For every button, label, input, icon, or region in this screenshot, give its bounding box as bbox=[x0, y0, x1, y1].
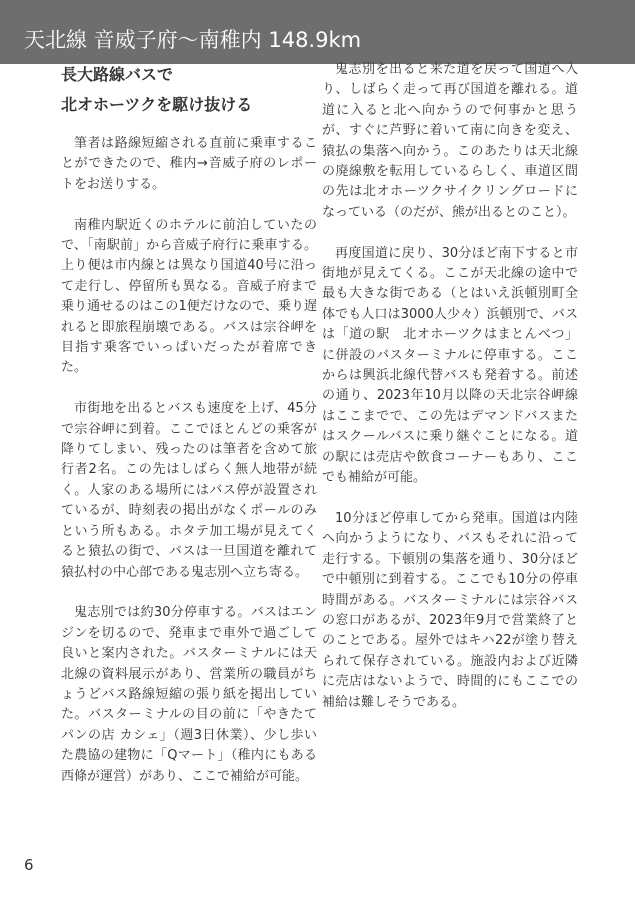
article-heading-line: 長大路線バスで bbox=[61, 65, 174, 84]
body-paragraph: 10分ほど停車してから発車。国道は内陸へ向かうようになり、バスもそれに沿って走行する。下頓別の集落を通り、30分ほどで中頓別に到着する。ここでも10分の停車時間がある。バスターミナルには宗谷バスの窓口があるが、2023年9月で営業終了とのことである。屋外ではキハ22が塗り替えられて保存されている。施設内および近隣に売店はないようで、時間的にもここでの補給は難しそうである。 bbox=[322, 510, 578, 710]
body-paragraph: 市街地を出るとバスも速度を上げ、45分で宗谷岬に到着。ここでほとんどの乗客が降りてしまい、残ったのは筆者を含めて旅行者2名。この先はしばらく無人地帯が続く。人家のある場所にはバス停が設置されているが、時刻表の掲出がなくポールのみという所もある。ホタテ加工場が見えてくると猿払の街で、バスは一旦国道を離れて猿払村の中心部である鬼志別へ立ち寄る。 bbox=[61, 401, 317, 580]
body-paragraph: 鬼志別を出ると来た道を戻って国道へ入り、しばらく走って再び国道を離れる。道道に入ると北へ向かうので何事かと思うが、すぐに芦野に着いて南に向きを変え、猿払の集落へ向かう。このあたりは天北線の廃線敷を転用しているらしく、車道区間の先は北オホーツクサイクリングロードになっている（のだが、熊が出るとのこと）。 bbox=[322, 62, 578, 220]
article-heading bbox=[61, 60, 317, 120]
page-header-bar bbox=[0, 0, 635, 64]
article-heading-line: 北オホーツクを駆け抜ける bbox=[61, 95, 253, 114]
left-column bbox=[61, 60, 317, 787]
body-paragraph: 再度国道に戻り、30分ほど南下すると市街地が見えてくる。ここが天北線の途中で最も大きな街である（とはいえ浜頓別町全体でも人口は3000人少々）浜頓別で、バスは「道の駅 北オホーツクはまとんべつ」に併設のバスターミナルに停車する。ここからは興浜北線代替バスも発着する。前述の通り、2023年10月以降の天北宗谷岬線はここまでで、この先はデマンドバスまたはスクールバスに乗り継ぐことになる。道の駅には売店や飲食コーナーもあり、ここでも補給が可能。 bbox=[322, 245, 578, 486]
right-column bbox=[322, 60, 578, 713]
body-paragraph: 南稚内駅近くのホテルに前泊していたので、「南駅前」から音威子府行に乗車する。上り便は市内線とは異なり国道40号に沿って走行し、停留所も異なる。音威子府まで乗り通せるのはこの1便だけなので、乗り遅れると即旅程崩壊である。バスは宗谷岬を目指す乗客でいっぱいだったが着席できた。 bbox=[61, 217, 317, 376]
route-title: 天北線 音威子府〜南稚内 148.9km bbox=[24, 28, 362, 52]
body-paragraph: 筆者は路線短縮される直前に乗車することができたので、稚内→音威子府のレポートをお送りする。 bbox=[61, 136, 317, 192]
body-paragraph: 鬼志別では約30分停車する。バスはエンジンを切るので、発車まで車外で過ごして良いと案内された。バスターミナルには天北線の資料展示があり、営業所の職員がちょうどバス路線短縮の張り紙を掲出していた。バスターミナルの目の前に「やきたてパンの店 カシェ」（週3日休業）、少し歩いた農協の建物に「Qマート」（稚内にもある西條が運営）があり、ここで補給が可能。 bbox=[61, 605, 317, 784]
page-number: 6 bbox=[24, 856, 34, 874]
